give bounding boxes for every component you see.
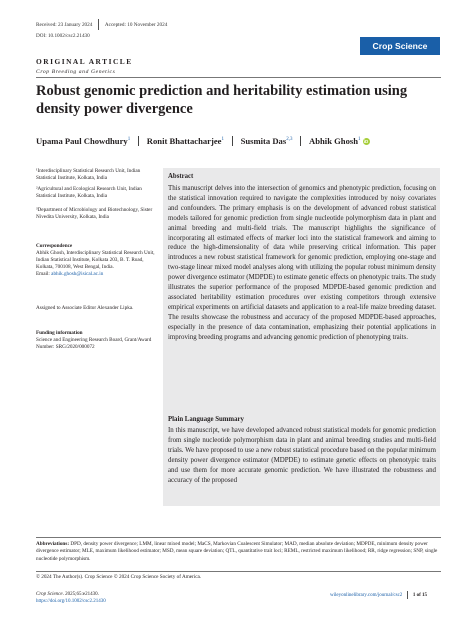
footer-doi-link[interactable]: https://doi.org/10.1002/csc2.21430 (36, 599, 106, 604)
doi-line[interactable]: DOI: 10.1002/csc2.21430 (36, 33, 90, 39)
copyright: © 2024 The Author(s). Crop Science © 2024 Crop Science Society of America. (36, 574, 202, 580)
plain-summary-text: In this manuscript, we have developed advanced robust statistical models for genomic prediction from single nucleotide polymorphism data in plant and animal breeding studies and multi-field trials. We have proposed to use a new robust statistical procedure based on the popular minimum density power divergence estimator (MDPDE) to estimate genetic effects on phenotypic traits and use them for more accurate genomic prediction. We have illustrated the robustness and accuracy of the proposed (168, 427, 436, 484)
affiliation-2: ²Agricultural and Ecological Research Unit, Indian Statistical Institute, Kolkata, India (36, 186, 142, 200)
copyright-rule (36, 571, 441, 572)
email-label: Email: (36, 271, 52, 278)
editor-note: Assigned to Associate Editor Alexander Lipka. (36, 305, 134, 311)
author-1[interactable]: Upama Paul Chowdhury$^1$ (36, 136, 131, 146)
journal-badge[interactable]: Crop Science (360, 37, 440, 55)
article-subtype: Crop Breeding and Genetics (36, 69, 116, 75)
author-4[interactable]: Abhik Ghosh$^1$ (309, 136, 361, 146)
author-3[interactable]: Susmita Das$^{2,3}$ (240, 136, 293, 146)
plain-summary-heading: Plain Language Summary (168, 416, 244, 423)
affiliation-1: ¹Interdisciplinary Statistical Research Unit, Indian Statistical Institute, Kolkata, India (36, 168, 141, 182)
article-type: ORIGINAL ARTICLE (36, 57, 133, 66)
abstract-text: This manuscript delves into the intersection of genomics and phenotypic prediction, focusing on the statistical innovation required to navigate the complexities introduced by noisy covariates and confounders. The primary emphasis is on the development of advanced robust statistical models tailored for genomic prediction from single nucleotide polymorphism data in plant and animal breeding and multi-field trials. The manuscript highlights the significance of incorporating all estimated effects of marker loci into the statistical framework and aiming to reduce the high-dimensionality of data while preserving critical information. This paper introduces a new robust statistical framework for genomic prediction, employing one-stage and two-stage linear mixed model analyses along with utilizing the popular robust minimum density power divergence estimator (MDPDE) to estimate genetic effects on phenotypic traits. The study illustrates the superior performance of the proposed MDPDE-based genomic prediction and associated heritability estimation procedures over existing competitors through extensive empirical experiments on artificial datasets and application to a real-life maize breeding dataset. The results showcase the robustness and accuracy of the proposed MDPDE-based approaches, especially in the presence of data contamination, emphasizing their potential applications in improving breeding programs and advancing genomic prediction of phenotyping traits. (168, 185, 436, 341)
header-rule (36, 77, 441, 78)
correspondence-block (36, 243, 156, 278)
footer-journal: Crop Science (36, 592, 63, 597)
page-number: 1 of 15 (412, 592, 428, 598)
author-2[interactable]: Ronit Bhattacharjee$^1$ (146, 136, 224, 146)
email-link[interactable]: abhik.ghosh@isical.ac.in (51, 271, 104, 278)
paper-title: Robust genomic prediction and heritability estimation using density power divergence (36, 83, 408, 117)
abstract-box (163, 168, 440, 506)
divider (138, 136, 139, 146)
funding-heading: Funding information (36, 330, 83, 336)
footer-right (330, 591, 427, 599)
funding-text: Science and Engineering Research Board, Grant/Award Number: SRG/2020/000072 (36, 337, 152, 351)
abstract-heading: Abstract (168, 173, 194, 180)
footer-volume: . 2025;65:e21430. (62, 592, 99, 597)
footer-citation (36, 591, 106, 605)
divider (232, 136, 233, 146)
dates-row (36, 19, 167, 30)
abbreviations-label: Abbreviations: (36, 541, 70, 547)
orcid-icon[interactable]: iD (363, 138, 369, 144)
affiliation-3: ³Department of Microbiology and Biotechnology, Sister Nivedita University, Kolkata, India (36, 207, 153, 221)
divider (407, 591, 408, 599)
footer-journal-url[interactable]: wileyonlinelibrary.com/journal/csc2 (330, 592, 403, 598)
correspondence-text: Abhik Ghosh, Interdisciplinary Statistical Research Unit, Indian Statistical Institute, Kolkata 203, B. T. Road, Kolkata, 700108, West Bengal, India. (36, 250, 155, 271)
divider (98, 19, 99, 30)
author-list (36, 136, 370, 146)
abbreviations-text: DPD, density power divergence; LMM, linear mixed model; MaCS, Markovian Coalescent Simulator; MAD, median absolute deviation; MDPDE, minimum density power divergence estimator; MLE, maximum likelihood estimator; MSD, mean square deviation; QTL, quantitative trait loci; REML, restricted maximum likelihood; RR, ridge regression; SNP, single nucleotide polymorphism. (36, 541, 438, 562)
accepted-date: Accepted: 10 November 2024 (104, 21, 168, 28)
correspondence-heading: Correspondence (36, 243, 73, 249)
footnote-rule (36, 537, 441, 538)
funding-block (36, 330, 156, 351)
divider (300, 136, 301, 146)
received-date: Received: 23 January 2024 (36, 21, 93, 28)
abbreviations (36, 541, 441, 563)
